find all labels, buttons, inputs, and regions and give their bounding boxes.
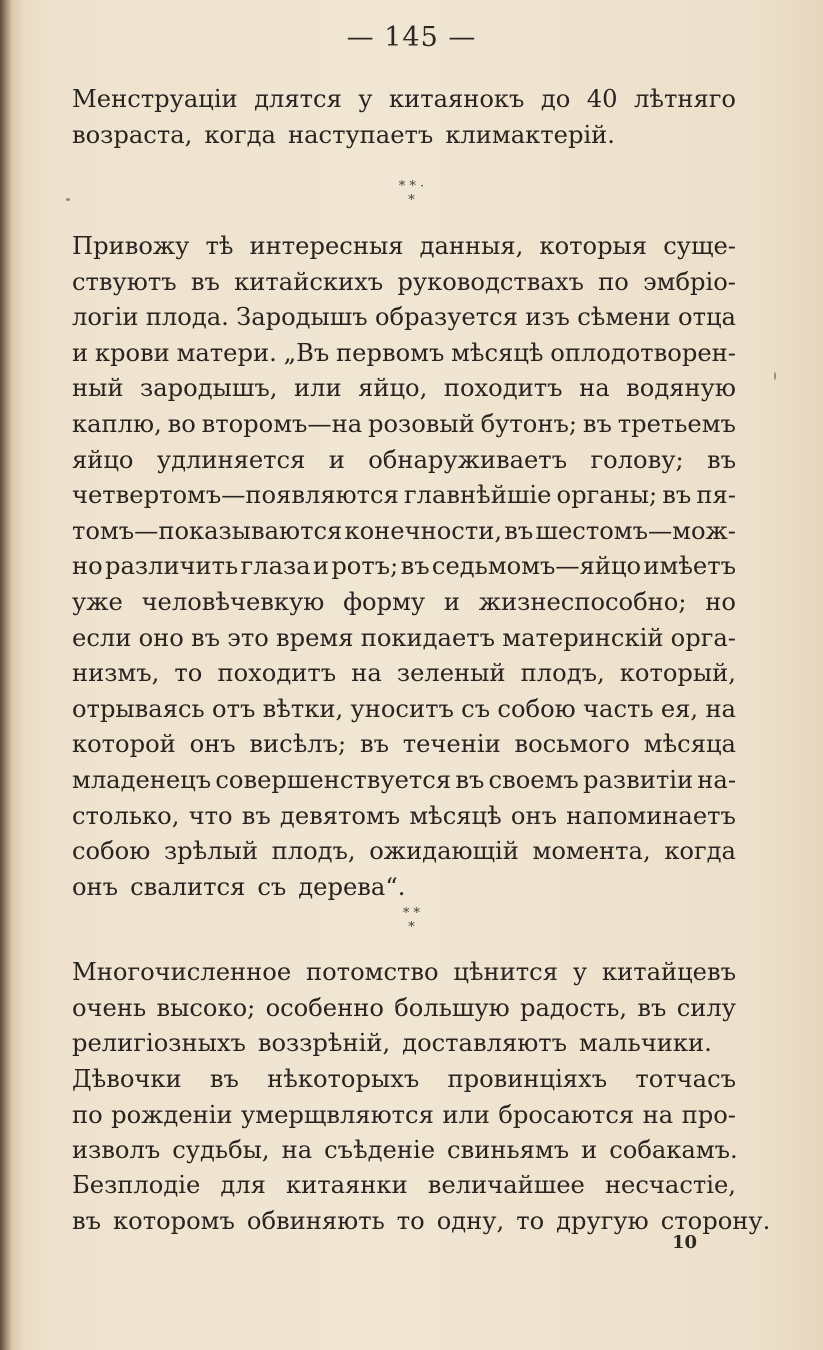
text-line: четвертомъ—появляются главнѣйшіе органы; въ пя- [72, 481, 736, 510]
paper-speck [774, 372, 776, 380]
text-line: и крови матери. „Въ первомъ мѣсяцѣ оплодотворен- [72, 338, 736, 367]
text-line: ный зародышъ, или яйцо, походитъ на водяную [72, 374, 736, 403]
paragraph-infertility [72, 1168, 771, 1239]
ornament2-top-row: * * [402, 906, 421, 921]
text-line: яйцо удлиняется и обнаруживаетъ голову; въ [72, 445, 736, 474]
text-line: ствуютъ въ китайскихъ руководствахъ по эмбріо- [72, 267, 736, 296]
paragraph-menstruation [72, 82, 736, 153]
text-line: Дѣвочки въ нѣкоторыхъ провинціяхъ тотчасъ [72, 1065, 736, 1093]
text-line: Привожу тѣ интересныя данныя, которыя суще- [72, 232, 736, 260]
text-line: онъ свалится съ дерева“. [72, 872, 406, 901]
text-line: младенецъ совершенствуется въ своемъ развитіи на- [72, 765, 736, 794]
printer-signature: 10 [672, 1232, 698, 1253]
paper-speck [66, 198, 70, 201]
text-line: каплю, во второмъ—на розовый бутонъ; въ третьемъ [72, 409, 736, 438]
text-line: логіи плода. Зародышъ образуется изъ сѣмени отца [72, 303, 736, 332]
text-line: но различить глаза и ротъ; въ седьмомъ—яйцо имѣетъ [72, 552, 736, 581]
text-line: возраста, когда наступаетъ климактерій. [72, 120, 615, 149]
text-line: томъ—показываются конечности, въ шестомъ—мож- [72, 516, 736, 545]
text-line: изволъ судьбы, на съѣденіе свиньямъ и собакамъ. [72, 1136, 738, 1165]
text-line: Многочисленное потомство цѣнится у китайцевъ [72, 958, 736, 986]
page-number: — 145 — [346, 22, 477, 53]
text-line: отрываясь отъ вѣтки, уноситъ съ собою часть ея, на [72, 694, 736, 723]
paragraph-girls [72, 1062, 736, 1169]
text-line: которой онъ висѣлъ; въ теченіи восьмого мѣсяца [72, 730, 736, 759]
text-line: Менструаціи длятся у китаянокъ до 40 лѣтняго [72, 85, 736, 113]
text-line: низмъ, то походитъ на зеленый плодъ, который, [72, 659, 736, 688]
text-line: въ которомъ обвиняють то одну, то другую сторону. [72, 1206, 771, 1235]
section-ornament-2 [0, 907, 823, 935]
ornament-bottom-row: * [408, 193, 415, 208]
text-line: Безплодіе для китаянки величайшее несчастіе, [72, 1171, 736, 1199]
text-line: по рожденіи умерщвляются или бросаются на про- [72, 1100, 736, 1129]
text-line: собою зрѣлый плодъ, ожидающій момента, когда [72, 837, 736, 866]
ornament2-bottom-row: * [408, 920, 415, 935]
paragraph-offspring [72, 955, 736, 1062]
text-line: религіозныхъ воззрѣній, доставляютъ мальчики. [72, 1029, 712, 1058]
section-ornament [0, 180, 823, 208]
text-line: если оно въ это время покидаетъ материнскій орга- [72, 623, 736, 652]
text-line: уже человѣчевкую форму и жизнеспособно; но [72, 587, 736, 616]
ornament-top-row: * * · [398, 179, 425, 194]
paragraph-embryology [72, 229, 736, 905]
text-line: очень высоко; особенно большую радость, въ силу [72, 993, 736, 1022]
text-line: столько, что въ девятомъ мѣсяцѣ онъ напоминаетъ [72, 801, 736, 830]
